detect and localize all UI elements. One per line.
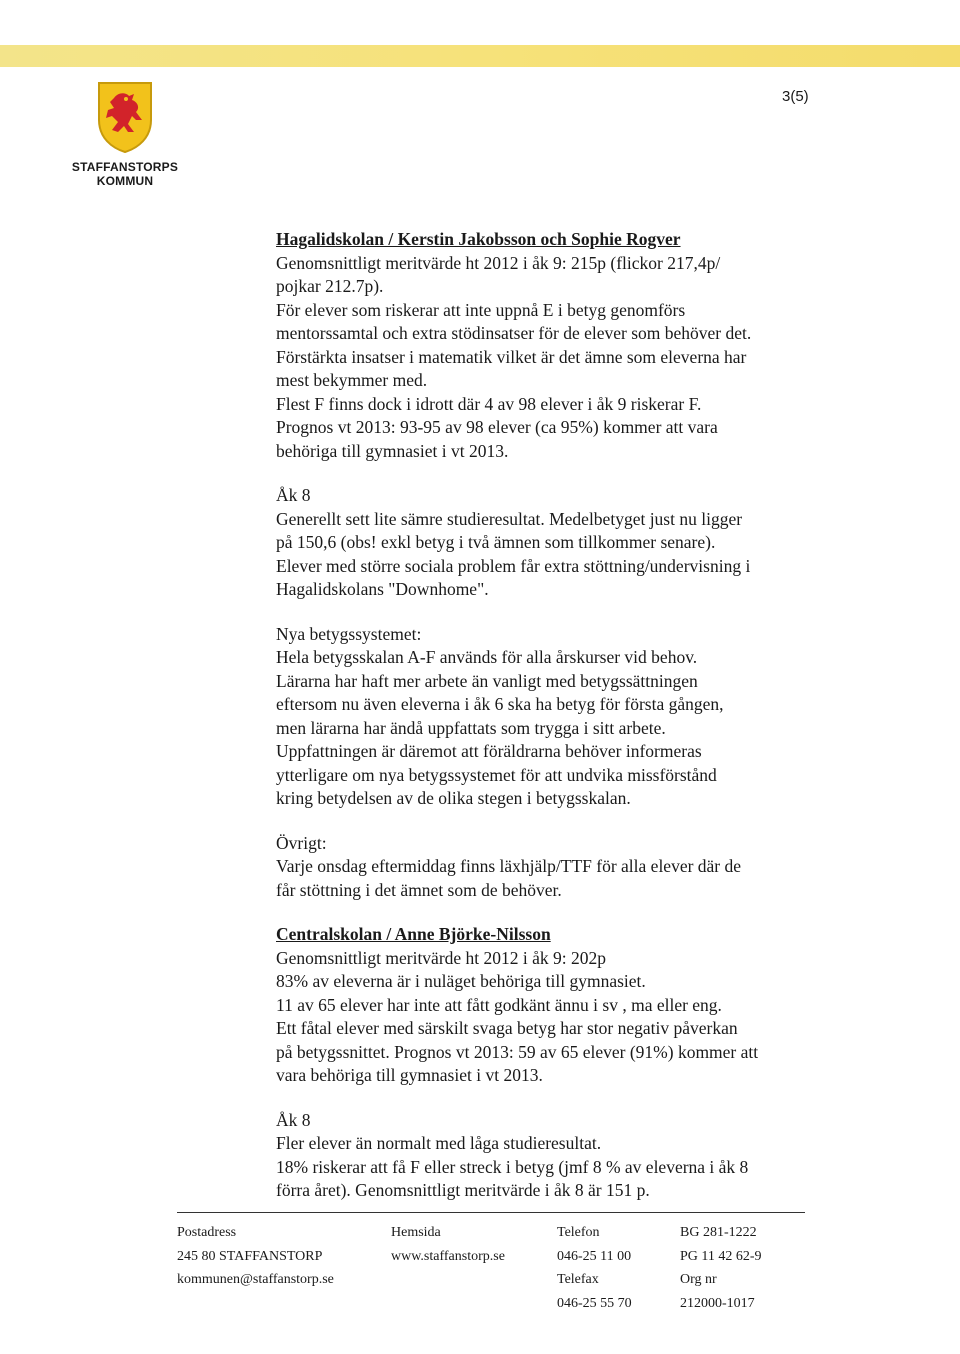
body-line: pojkar 212.7p). — [276, 276, 384, 296]
body-line: Hagalidskolans "Downhome". — [276, 579, 489, 599]
body-line: Uppfattningen är däremot att föräldrarna behöver informeras — [276, 741, 702, 761]
subheading-ak8: Åk 8 — [276, 485, 311, 505]
footer-value: 046-25 11 00 — [557, 1248, 632, 1264]
footer-website-link[interactable]: www.staffanstorp.se — [391, 1248, 505, 1264]
footer-value: BG 281-1222 — [680, 1225, 757, 1240]
body-line: kring betydelsen av de olika stegen i betygsskalan. — [276, 788, 631, 808]
body-line: Fler elever än normalt med låga studieresultat. — [276, 1133, 602, 1153]
body-line: mest bekymmer med. — [276, 370, 428, 390]
logo-name-line2: KOMMUN — [96, 174, 154, 188]
body-line: behöriga till gymnasiet i vt 2013. — [276, 440, 509, 461]
footer-phone-column — [557, 1221, 632, 1315]
body-line: ytterligare om nya betygssystemet för att undvika missförstånd — [276, 764, 717, 785]
footer-value: 212000-1017 — [680, 1295, 755, 1311]
footer-email-link[interactable]: kommunen@staffanstorp.se — [177, 1272, 334, 1287]
coat-of-arms-icon — [96, 80, 154, 154]
body-line: Hela betygsskalan A-F används för alla årskurser vid behov. — [276, 647, 698, 667]
body-line: Lärarna har haft mer arbete än vanligt med betygssättningen — [276, 670, 698, 691]
body-line: 18% riskerar att få F eller streck i betyg (jmf 8 % av eleverna i åk 8 — [276, 1156, 749, 1177]
body-line: 11 av 65 elever har inte att fått godkänt ännu i sv , ma eller eng. — [276, 994, 722, 1015]
footer — [177, 1212, 805, 1311]
body-line: mentorssamtal och extra stödinsatser för de elever som behöver det. — [276, 323, 752, 343]
footer-value: PG 11 42 62-9 — [680, 1248, 762, 1264]
footer-label: Postadress — [177, 1225, 237, 1240]
body-line: Genomsnittligt meritvärde ht 2012 i åk 9: 215p (flickor 217,4p/ — [276, 252, 721, 273]
body-line: Förstärkta insatser i matematik vilket är det ämne som eleverna har — [276, 346, 747, 367]
body-line: förra året). Genomsnittligt meritvärde i åk 8 är 151 p. — [276, 1180, 650, 1200]
body-line: För elever som riskerar att inte uppnå E i betyg genomförs — [276, 299, 686, 320]
body-line: på 150,6 (obs! exkl betyg i två ämnen som tillkommer senare). — [276, 532, 716, 552]
body-line: Ett fåtal elever med särskilt svaga betyg har stor negativ påverkan — [276, 1018, 738, 1038]
logo-name-line1: STAFFANSTORPS — [71, 160, 179, 174]
subheading-ovrigt: Övrigt: — [276, 832, 327, 853]
body-line: Flest F finns dock i idrott där 4 av 98 elever i åk 9 riskerar F. — [276, 393, 702, 414]
body-line: 83% av eleverna är i nuläget behöriga till gymnasiet. — [276, 971, 646, 991]
header-banner — [0, 45, 960, 67]
body-line: får stöttning i det ämnet som de behöver. — [276, 879, 562, 900]
body-line: eftersom nu även eleverna i åk 6 ska ha betyg för första gången, — [276, 694, 724, 714]
footer-address-column — [177, 1221, 334, 1292]
page-number: 3(5) — [782, 88, 809, 105]
body-line: Varje onsdag eftermiddag finns läxhjälp/TTF för alla elever där de — [276, 856, 742, 876]
footer-label: Telefax — [557, 1272, 599, 1287]
document-body — [276, 228, 836, 1203]
footer-website-column — [391, 1221, 505, 1268]
body-line: Genomsnittligt meritvärde ht 2012 i åk 9: 202p — [276, 947, 607, 968]
body-line: Generellt sett lite sämre studieresultat. Medelbetyget just nu ligger — [276, 508, 743, 529]
footer-label: Hemsida — [391, 1225, 441, 1240]
subheading-ak8: Åk 8 — [276, 1109, 311, 1130]
body-line: Prognos vt 2013: 93-95 av 98 elever (ca 95%) kommer att vara — [276, 417, 718, 437]
body-line: vara behöriga till gymnasiet i vt 2013. — [276, 1065, 543, 1085]
footer-label: Org nr — [680, 1272, 717, 1287]
section-heading-hagalidskolan: Hagalidskolan / Kerstin Jakobsson och Sophie Rogver — [276, 229, 681, 249]
footer-value: 046-25 55 70 — [557, 1295, 632, 1311]
subheading-nya-betygssystemet: Nya betygssystemet: — [276, 623, 422, 644]
body-line: men lärarna har ändå uppfattats som trygga i sitt arbete. — [276, 717, 666, 738]
body-line: Elever med större sociala problem får extra stöttning/undervisning i — [276, 555, 751, 576]
section-heading-centralskolan: Centralskolan / Anne Björke-Nilsson — [276, 924, 551, 944]
footer-account-column — [680, 1221, 762, 1315]
municipality-logo — [70, 80, 180, 188]
footer-label: Telefon — [557, 1225, 600, 1240]
body-line: på betygssnittet. Prognos vt 2013: 59 av 65 elever (91%) kommer att — [276, 1041, 759, 1062]
footer-value: 245 80 STAFFANSTORP — [177, 1248, 323, 1264]
